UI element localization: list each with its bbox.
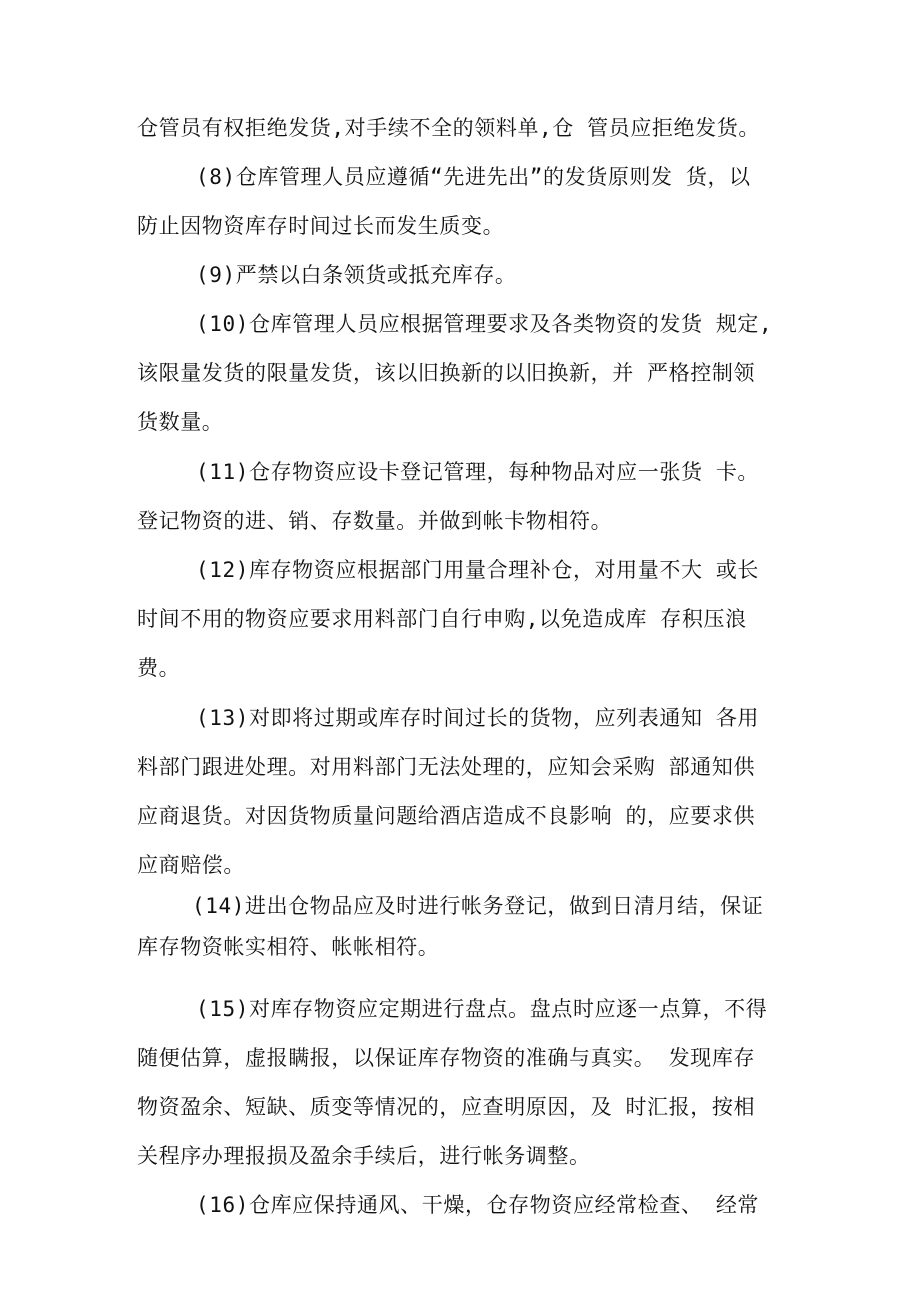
item-14-line: (14)进出仓物品应及时进行帐务登记，做到日清月结，保证 [192,894,764,918]
item-15-line: (15)对库存物资应定期进行盘点。盘点时应逐一点算，不得 [196,997,768,1021]
item-10-line: (10)仓库管理人员应根据管理要求及各类物资的发货 规定, [196,312,773,336]
body-text-line: 应商退货。对因货物质量问题给酒店造成不良影响 的，应要求供 [137,804,756,828]
item-12-line: (12)库存物资应根据部门用量合理补仓，对用量不大 或长 [196,558,760,582]
item-16-line: (16)仓库应保持通风、干燥，仓存物资应经常检查、 经常 [196,1193,760,1217]
body-text-line: 料部门跟进处理。对用料部门无法处理的，应知会采购 部通知供 [137,755,756,779]
body-text-line: 货数量。 [137,410,224,434]
item-11-line: (11)仓存物资应设卡登记管理，每种物品对应一张货 卡。 [196,460,760,484]
body-text-line: 防止因物资库存时间过长而发生质变。 [137,214,505,238]
body-text-line: 费。 [137,656,181,680]
body-text-line: 物资盈余、短缺、质变等情况的，应查明原因，及 时汇报，按相 [137,1095,756,1119]
item-8-line: (8)仓库管理人员应遵循“先进先出”的发货原则发 货，以 [196,165,751,189]
body-text-line: 关程序办理报损及盈余手续后，进行帐务调整。 [137,1144,591,1168]
body-text-line: 该限量发货的限量发货，该以旧换新的以旧换新，并 严格控制领 [137,361,756,385]
body-text-line: 时间不用的物资应要求用料部门自行申购,以免造成库 存积压浪 [137,607,747,631]
item-13-line: (13)对即将过期或库存时间过长的货物，应列表通知 各用 [196,706,760,730]
body-text-line: 库存物资帐实相符、帐帐相符。 [137,935,440,959]
body-text-line: 仓管员有权拒绝发货,对手续不全的领料单,仓 管员应拒绝发货。 [137,116,760,140]
body-text-line: 登记物资的进、销、存数量。并做到帐卡物相符。 [137,509,613,533]
item-9-line: (9)严禁以白条领货或抵充库存。 [196,263,517,287]
body-text-line: 应商赔偿。 [137,853,245,877]
body-text-line: 随便估算，虚报瞒报，以保证库存物资的准确与真实。 发现库存 [137,1046,756,1070]
